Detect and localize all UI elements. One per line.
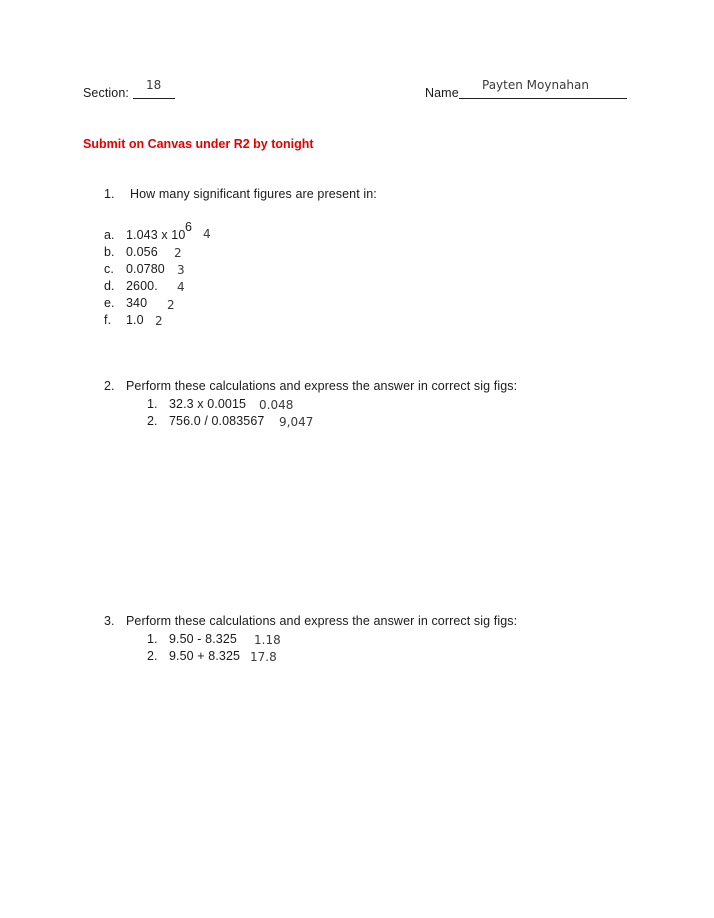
q1-item-exponent: 6 xyxy=(185,220,192,234)
q1-item-expr: 2600. xyxy=(126,279,158,293)
q1-item-expr: 1.0 xyxy=(126,313,144,327)
q1-item-answer: 2 xyxy=(167,298,175,312)
q3-item-number: 1. xyxy=(147,632,158,646)
q1-item-letter: b. xyxy=(104,245,115,259)
q1-item-letter: e. xyxy=(104,296,115,310)
name-label: Name xyxy=(425,86,459,100)
q1-item-answer: 2 xyxy=(174,246,182,260)
q1-item-letter: c. xyxy=(104,262,114,276)
q3-item-expr: 9.50 - 8.325 xyxy=(169,632,237,646)
section-value: 18 xyxy=(146,78,162,92)
q1-item-expr: 0.056 xyxy=(126,245,158,259)
name-value: Payten Moynahan xyxy=(482,78,589,92)
q1-prompt: How many significant figures are present in: xyxy=(130,187,377,201)
q2-item-number: 2. xyxy=(147,414,158,428)
q3-item-expr: 9.50 + 8.325 xyxy=(169,649,241,663)
q1-item-letter: f. xyxy=(104,313,112,327)
q2-item-answer: 0.048 xyxy=(259,398,294,412)
q3-number: 3. xyxy=(104,614,115,628)
q3-item-answer: 1.18 xyxy=(254,633,281,647)
q2-item-answer: 9,047 xyxy=(279,415,314,429)
q2-item-number: 1. xyxy=(147,397,158,411)
q3-prompt: Perform these calculations and express the answer in correct sig figs: xyxy=(126,614,518,628)
q2-prompt: Perform these calculations and express the answer in correct sig figs: xyxy=(126,379,518,393)
section-label: Section: xyxy=(83,86,129,100)
q2-item-expr: 32.3 x 0.0015 xyxy=(169,397,247,411)
q3-item-answer: 17.8 xyxy=(250,650,277,664)
q1-item-expr: 340 xyxy=(126,296,148,310)
q1-item-letter: d. xyxy=(104,279,115,293)
q1-item-answer: 4 xyxy=(177,280,185,294)
submission-instruction: Submit on Canvas under R2 by tonight xyxy=(83,137,314,151)
section-blank-line xyxy=(133,98,175,99)
q2-number: 2. xyxy=(104,379,115,393)
q1-item-answer: 2 xyxy=(155,314,163,328)
name-blank-line xyxy=(459,98,627,99)
q1-item-expr: 1.043 x 10 xyxy=(126,228,186,242)
q1-item-answer: 4 xyxy=(203,227,211,241)
q2-item-expr: 756.0 / 0.083567 xyxy=(169,414,265,428)
q1-number: 1. xyxy=(104,187,115,201)
q1-item-answer: 3 xyxy=(177,263,185,277)
q1-item-letter: a. xyxy=(104,228,115,242)
q3-item-number: 2. xyxy=(147,649,158,663)
q1-item-expr: 0.0780 xyxy=(126,262,165,276)
